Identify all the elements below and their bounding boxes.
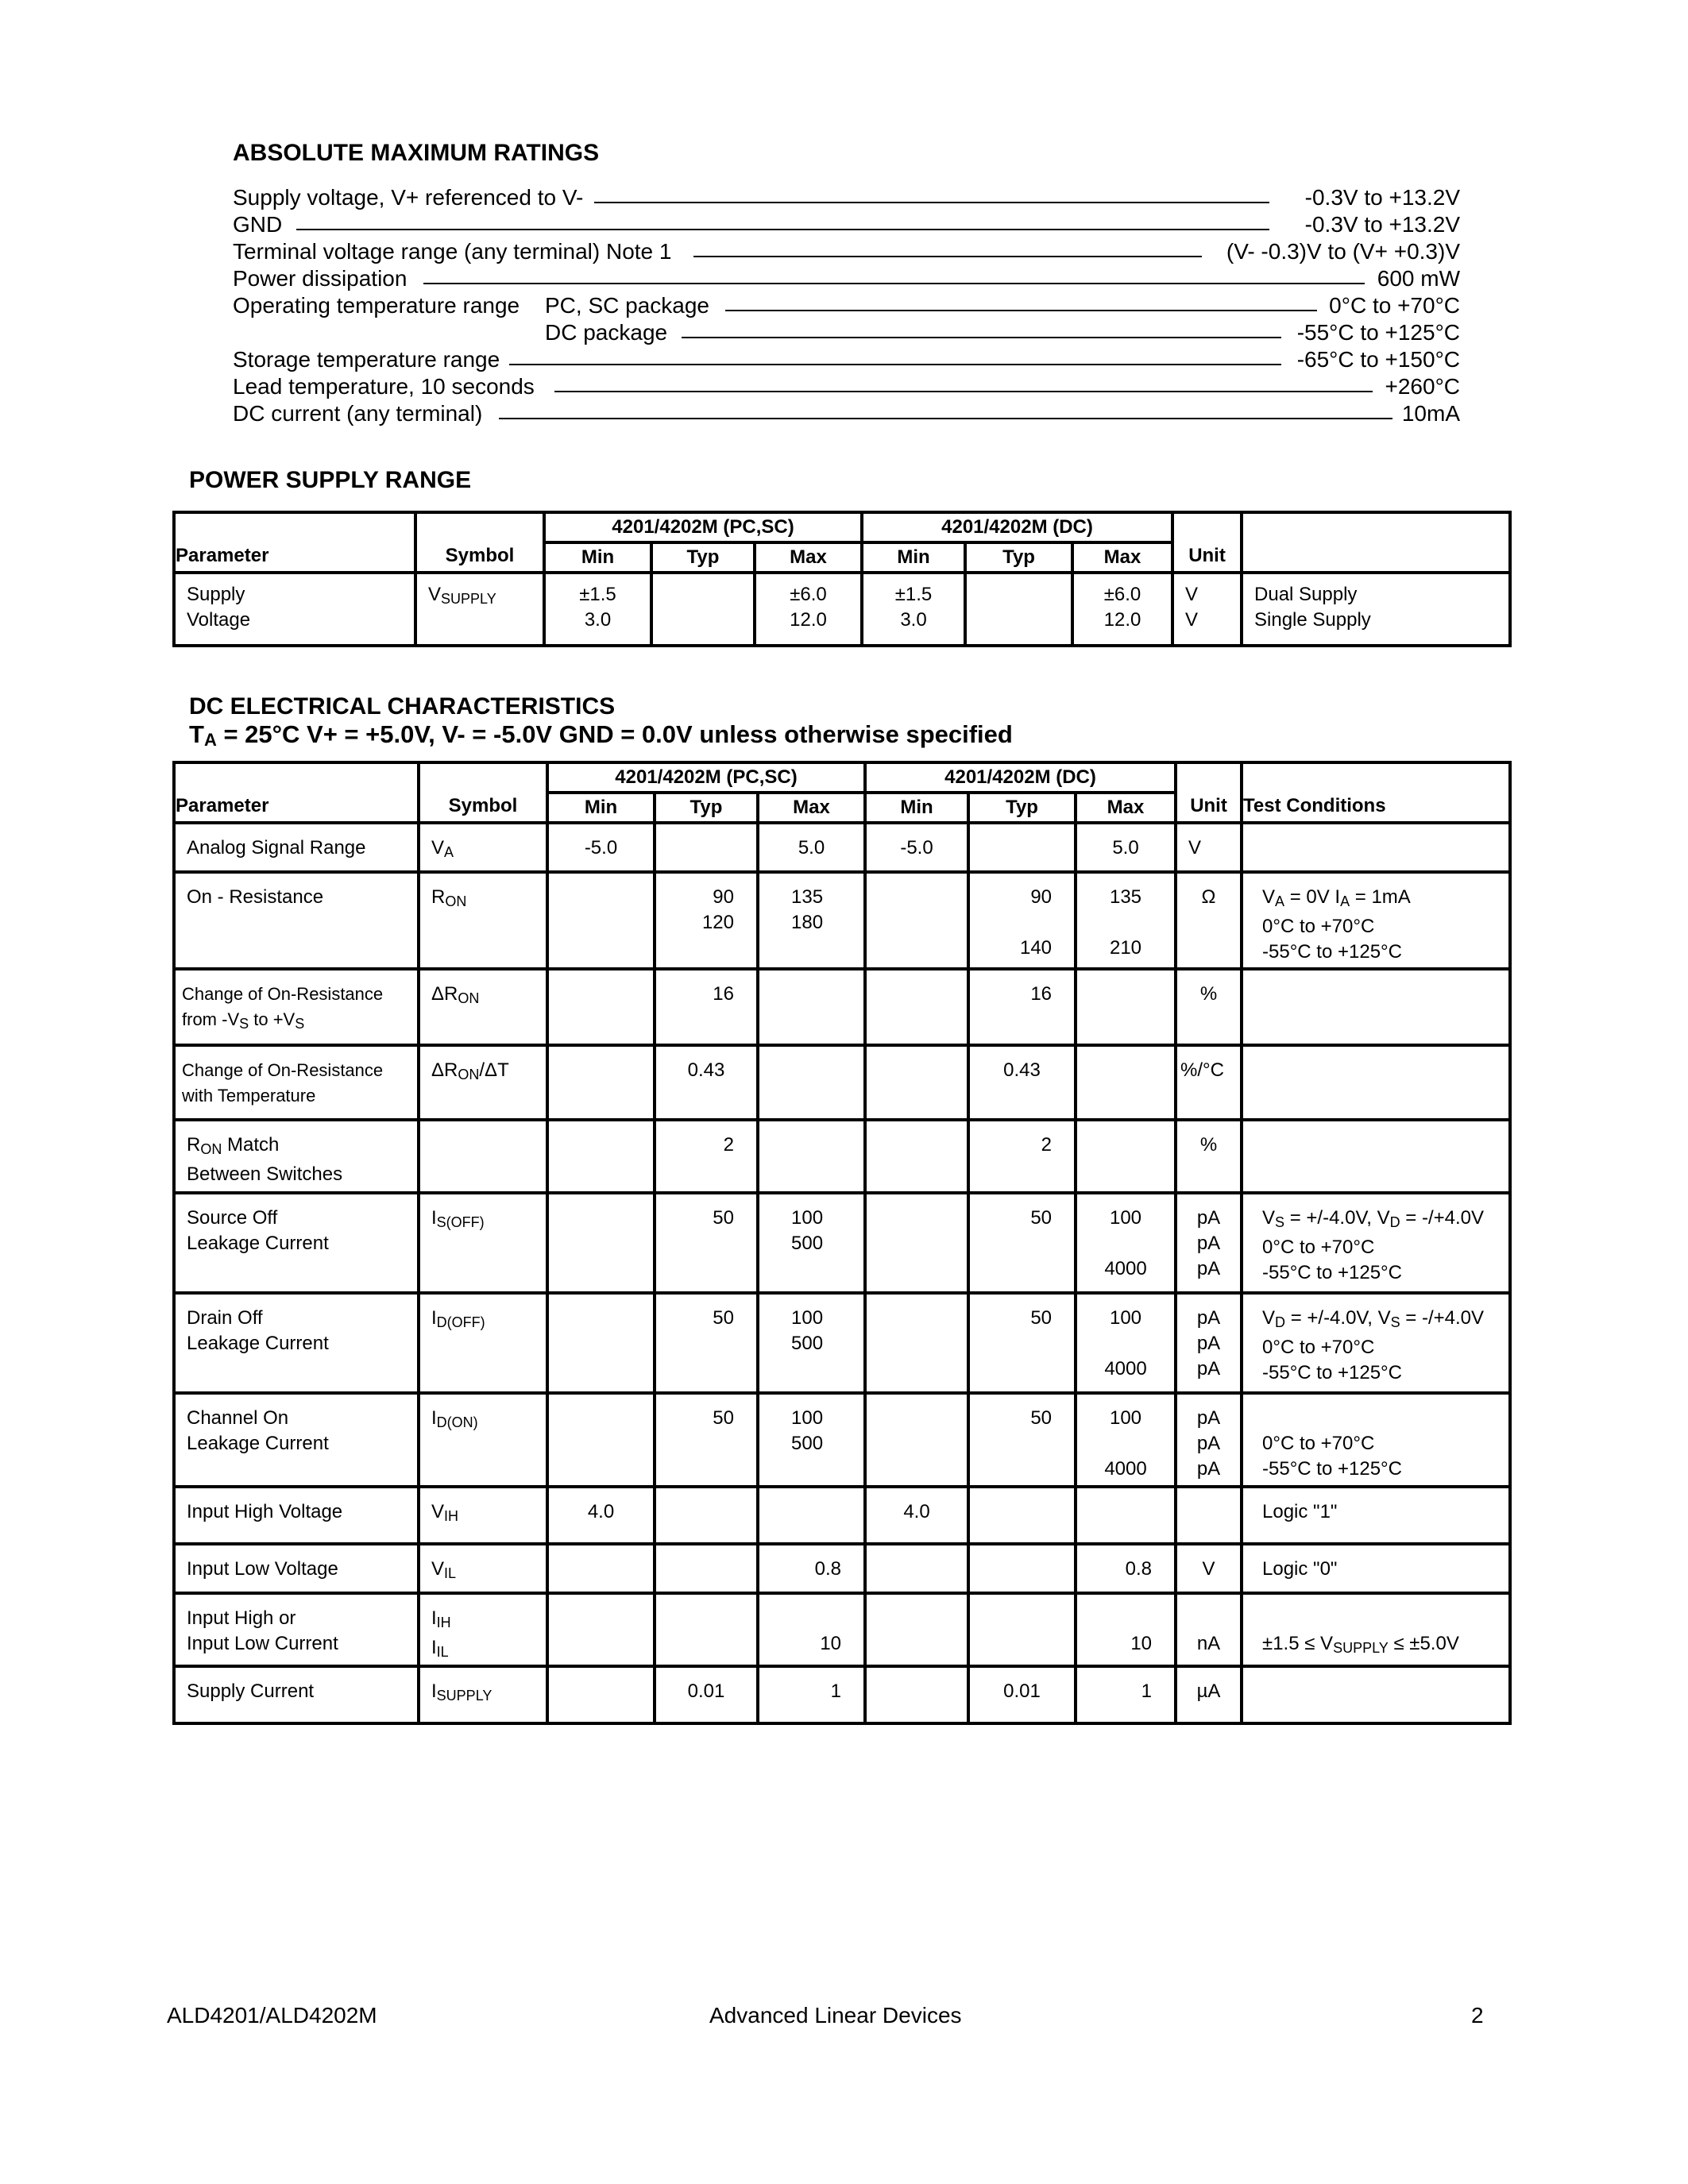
table-row xyxy=(174,1487,1510,1544)
amr-label: Lead temperature, 10 seconds xyxy=(233,374,535,399)
dc-min: -5.0 xyxy=(900,837,933,859)
test-condition: 0°C to +70°C xyxy=(1262,1237,1375,1258)
unit: nA xyxy=(1196,1633,1221,1654)
psr-header-parameter: Parameter xyxy=(174,542,415,573)
test-condition: 0°C to +70°C xyxy=(1262,916,1375,937)
psr-min: 3.0 xyxy=(584,609,612,631)
psr-group-dc: 4201/4202M (DC) xyxy=(862,512,1172,542)
psr-unit: V xyxy=(1185,609,1199,631)
dc-max: 1 xyxy=(1141,1680,1153,1702)
table-row xyxy=(174,1666,1510,1723)
psr-max: 12.0 xyxy=(790,609,827,631)
param-line: Leakage Current xyxy=(187,1433,329,1454)
table-row xyxy=(174,1593,1510,1666)
param-line: Channel On xyxy=(187,1407,289,1429)
dc-typ: 50 xyxy=(1030,1307,1053,1329)
dc-header-typ: Typ xyxy=(655,793,758,823)
max: 0.8 xyxy=(814,1558,842,1580)
unit: pA xyxy=(1196,1458,1221,1480)
amr-value: -0.3V to +13.2V xyxy=(1304,185,1460,210)
typ: 0.43 xyxy=(687,1059,725,1081)
dc-header-symbol: Symbol xyxy=(419,793,547,823)
test-condition: $\pm 1.5 \le V_{SUPPLY} \le \pm 5.0V$ xyxy=(1262,1633,1459,1656)
param: Supply Current xyxy=(187,1680,315,1702)
dc-header-unit: Unit xyxy=(1176,793,1242,823)
param-line: Between Switches xyxy=(187,1163,343,1185)
param: On - Resistance xyxy=(187,886,324,908)
symbol: $I_{SUPPLY}$ xyxy=(431,1680,492,1704)
max: 180 xyxy=(791,912,824,933)
symbol: $I_{D(OFF)}$ xyxy=(431,1307,485,1330)
dc-max: 10 xyxy=(1130,1633,1153,1654)
dc-group-pcsc: 4201/4202M (PC,SC) xyxy=(547,762,865,793)
test-condition: -55°C to +125°C xyxy=(1262,941,1402,963)
symbol: $V_{IH}$ xyxy=(431,1501,459,1524)
symbol: $\Delta R_{ON}$ xyxy=(431,983,480,1006)
symbol: $V_{IL}$ xyxy=(431,1558,457,1581)
psr-header-max: Max xyxy=(755,542,862,573)
amr-row xyxy=(233,319,1460,346)
test-condition: 0°C to +70°C xyxy=(1262,1337,1375,1358)
amr-value: -0.3V to +13.2V xyxy=(1304,212,1460,237)
psr-header-max: Max xyxy=(1072,542,1172,573)
amr-label: Supply voltage, V+ referenced to V- xyxy=(233,185,584,210)
symbol: $V_A$ xyxy=(431,837,454,860)
param-line: Input High or xyxy=(187,1607,296,1629)
psr-dc-min: 3.0 xyxy=(900,609,927,631)
max: 5.0 xyxy=(798,837,825,859)
unit: pA xyxy=(1196,1258,1221,1279)
amr-sublabel: PC, SC package xyxy=(545,293,709,318)
psr-param-line: Supply xyxy=(187,584,245,605)
unit: pA xyxy=(1196,1307,1221,1329)
footer-company: Advanced Linear Devices xyxy=(709,2003,962,2028)
test-condition: $V_S = +/-4.0V$, $V_D = -/+4.0V$ xyxy=(1262,1207,1484,1230)
param-line: Drain Off xyxy=(187,1307,263,1329)
dc-typ: 50 xyxy=(1030,1207,1053,1229)
psr-group-pcsc: 4201/4202M (PC,SC) xyxy=(544,512,862,542)
max: 500 xyxy=(791,1333,824,1354)
dc-characteristics-table xyxy=(172,761,1512,1725)
table-row xyxy=(174,1120,1510,1193)
amr-value: 10mA xyxy=(1401,401,1460,426)
symbol: $I_{S(OFF)}$ xyxy=(431,1207,485,1230)
dc-min: 4.0 xyxy=(903,1501,930,1522)
unit: µA xyxy=(1196,1680,1221,1702)
amr-label: DC current (any terminal) xyxy=(233,401,483,426)
amr-row xyxy=(233,346,1460,373)
table-row xyxy=(174,1544,1510,1593)
dc-max: 4000 xyxy=(1104,1258,1147,1279)
psr-symbol: $V_{SUPPLY}$ xyxy=(428,584,496,607)
max: 100 xyxy=(791,1407,824,1429)
psr-header-typ: Typ xyxy=(651,542,755,573)
min: -5.0 xyxy=(584,837,618,859)
dc-typ: 90 xyxy=(1030,886,1053,908)
dc-max: 4000 xyxy=(1104,1458,1147,1480)
psr-unit: V xyxy=(1185,584,1199,605)
amr-label: Storage temperature range xyxy=(233,347,500,372)
symbol: $R_{ON}$ xyxy=(431,886,467,909)
typ: 50 xyxy=(713,1307,734,1329)
psr-header-symbol: Symbol xyxy=(415,542,544,573)
max: 135 xyxy=(791,886,824,908)
dc-max: 100 xyxy=(1109,1407,1142,1429)
param-line: Leakage Current xyxy=(187,1333,329,1354)
dc-max: 5.0 xyxy=(1112,837,1139,859)
param-line: Leakage Current xyxy=(187,1233,329,1254)
power-supply-range-table xyxy=(172,511,1512,647)
test-condition: Logic "1" xyxy=(1262,1501,1338,1522)
psr-dc-max: 12.0 xyxy=(1103,609,1141,631)
amr-value: 600 mW xyxy=(1377,266,1460,291)
test-condition: -55°C to +125°C xyxy=(1262,1362,1402,1383)
amr-label: Power dissipation xyxy=(233,266,408,291)
typ: 120 xyxy=(701,912,734,933)
amr-sublabel: DC package xyxy=(545,320,668,345)
dc-conditions: $T_A = 25^\circ C$ V+ = +5.0V, V- = -5.0V GND = 0.0V unless otherwise specified xyxy=(189,720,1013,750)
symbol: $I_{D(ON)}$ xyxy=(431,1407,478,1430)
dc-header-parameter: Parameter xyxy=(174,793,419,823)
psr-note: Single Supply xyxy=(1254,609,1371,631)
footer-part-number: ALD4201/ALD4202M xyxy=(167,2003,377,2028)
psr-note: Dual Supply xyxy=(1254,584,1358,605)
max: 1 xyxy=(830,1680,842,1702)
footer-page-number: 2 xyxy=(1471,2003,1484,2028)
param-line: Change of On-Resistance xyxy=(182,1060,384,1080)
dc-group-dc: 4201/4202M (DC) xyxy=(865,762,1176,793)
amr-value: +260°C xyxy=(1385,374,1460,399)
max: 100 xyxy=(791,1207,824,1229)
param: Input High Voltage xyxy=(187,1501,343,1522)
table-row xyxy=(174,823,1510,872)
param-line: $R_{ON}$ Match xyxy=(187,1134,280,1157)
psr-param-line: Voltage xyxy=(187,609,251,631)
amr-label: GND xyxy=(233,212,283,237)
unit: %/°C xyxy=(1180,1059,1224,1081)
dc-header-min: Min xyxy=(865,793,968,823)
dc-max: 135 xyxy=(1109,886,1142,908)
unit: pA xyxy=(1196,1358,1221,1379)
psr-header-min: Min xyxy=(544,542,651,573)
amr-row xyxy=(233,292,1460,319)
dc-max: 210 xyxy=(1109,937,1142,959)
unit: pA xyxy=(1196,1407,1221,1429)
typ: 16 xyxy=(713,983,734,1005)
dc-typ: 0.01 xyxy=(1003,1680,1041,1702)
amr-row xyxy=(233,184,1460,211)
max: 500 xyxy=(791,1433,824,1454)
abs-max-title: ABSOLUTE MAXIMUM RATINGS xyxy=(233,140,600,166)
psr-header-min: Min xyxy=(862,542,965,573)
unit: pA xyxy=(1196,1207,1221,1229)
param-line: from $-V_S$ to $+V_S$ xyxy=(182,1009,305,1032)
psr-max: ±6.0 xyxy=(790,584,827,605)
test-condition: $V_D = +/-4.0V$, $V_S = -/+4.0V$ xyxy=(1262,1307,1484,1330)
psr-dc-max: ±6.0 xyxy=(1103,584,1141,605)
unit: pA xyxy=(1196,1233,1221,1254)
amr-row xyxy=(233,238,1460,265)
param: Analog Signal Range xyxy=(187,837,366,859)
dc-header-typ: Typ xyxy=(968,793,1076,823)
symbol: $I_{IL}$ xyxy=(431,1637,449,1660)
table-row xyxy=(174,573,1510,646)
typ: 0.01 xyxy=(687,1680,725,1702)
max: 100 xyxy=(791,1307,824,1329)
amr-label: Terminal voltage range (any terminal) Note 1 xyxy=(233,239,672,264)
unit: V xyxy=(1188,837,1202,859)
dc-title: DC ELECTRICAL CHARACTERISTICS xyxy=(189,693,616,720)
amr-value: -65°C to +150°C xyxy=(1296,347,1460,372)
amr-row xyxy=(233,211,1460,238)
amr-label: Operating temperature range xyxy=(233,293,520,318)
amr-value: -55°C to +125°C xyxy=(1296,320,1460,345)
dc-max: 100 xyxy=(1109,1207,1142,1229)
max: 500 xyxy=(791,1233,824,1254)
unit: Ω xyxy=(1201,886,1216,908)
param-line: Source Off xyxy=(187,1207,278,1229)
dc-header-max: Max xyxy=(1076,793,1176,823)
table-row xyxy=(174,1393,1510,1487)
amr-row xyxy=(233,265,1460,292)
test-condition: -55°C to +125°C xyxy=(1262,1262,1402,1283)
psr-header-typ: Typ xyxy=(965,542,1072,573)
table-row xyxy=(174,1193,1510,1293)
test-condition: Logic "0" xyxy=(1262,1558,1338,1580)
typ: 90 xyxy=(713,886,734,908)
dc-header-min: Min xyxy=(547,793,655,823)
typ: 2 xyxy=(723,1134,734,1156)
test-condition: -55°C to +125°C xyxy=(1262,1458,1402,1480)
amr-row xyxy=(233,400,1460,427)
amr-row xyxy=(233,373,1460,400)
psr-title: POWER SUPPLY RANGE xyxy=(189,467,472,493)
table-row xyxy=(174,1293,1510,1393)
dc-typ: 2 xyxy=(1041,1134,1053,1156)
dc-typ: 0.43 xyxy=(1003,1059,1041,1081)
typ: 50 xyxy=(713,1407,734,1429)
dc-typ: 16 xyxy=(1030,983,1053,1005)
table-row xyxy=(174,1045,1510,1120)
param: Input Low Voltage xyxy=(187,1558,338,1580)
dc-header-max: Max xyxy=(758,793,865,823)
amr-value: 0°C to +70°C xyxy=(1329,293,1460,318)
dc-max: 100 xyxy=(1109,1307,1142,1329)
dc-header-test-conditions: Test Conditions xyxy=(1242,793,1510,823)
psr-dc-min: ±1.5 xyxy=(894,584,933,605)
dc-typ: 50 xyxy=(1030,1407,1053,1429)
symbol: $I_{IH}$ xyxy=(431,1607,451,1630)
unit: % xyxy=(1199,1134,1218,1156)
min: 4.0 xyxy=(587,1501,615,1522)
unit: % xyxy=(1199,983,1218,1005)
amr-value: (V- -0.3)V to (V+ +0.3)V xyxy=(1226,239,1460,264)
unit: pA xyxy=(1196,1433,1221,1454)
max: 10 xyxy=(820,1633,842,1654)
param-line: Change of On-Resistance xyxy=(182,984,384,1004)
test-condition: $V_A = 0V$ $I_A = 1mA$ xyxy=(1262,886,1411,909)
dc-max: 0.8 xyxy=(1125,1558,1153,1580)
symbol: $\Delta R_{ON}/\Delta T$ xyxy=(431,1059,509,1082)
dc-typ: 140 xyxy=(1019,937,1053,959)
param-line: Input Low Current xyxy=(187,1633,338,1654)
psr-header-unit: Unit xyxy=(1172,542,1242,573)
param-line: with Temperature xyxy=(182,1086,316,1106)
unit: V xyxy=(1202,1558,1215,1580)
table-row xyxy=(174,872,1510,969)
dc-max: 4000 xyxy=(1104,1358,1147,1379)
unit: pA xyxy=(1196,1333,1221,1354)
table-row xyxy=(174,969,1510,1045)
psr-min: ±1.5 xyxy=(579,584,616,605)
test-condition: 0°C to +70°C xyxy=(1262,1433,1375,1454)
typ: 50 xyxy=(713,1207,734,1229)
